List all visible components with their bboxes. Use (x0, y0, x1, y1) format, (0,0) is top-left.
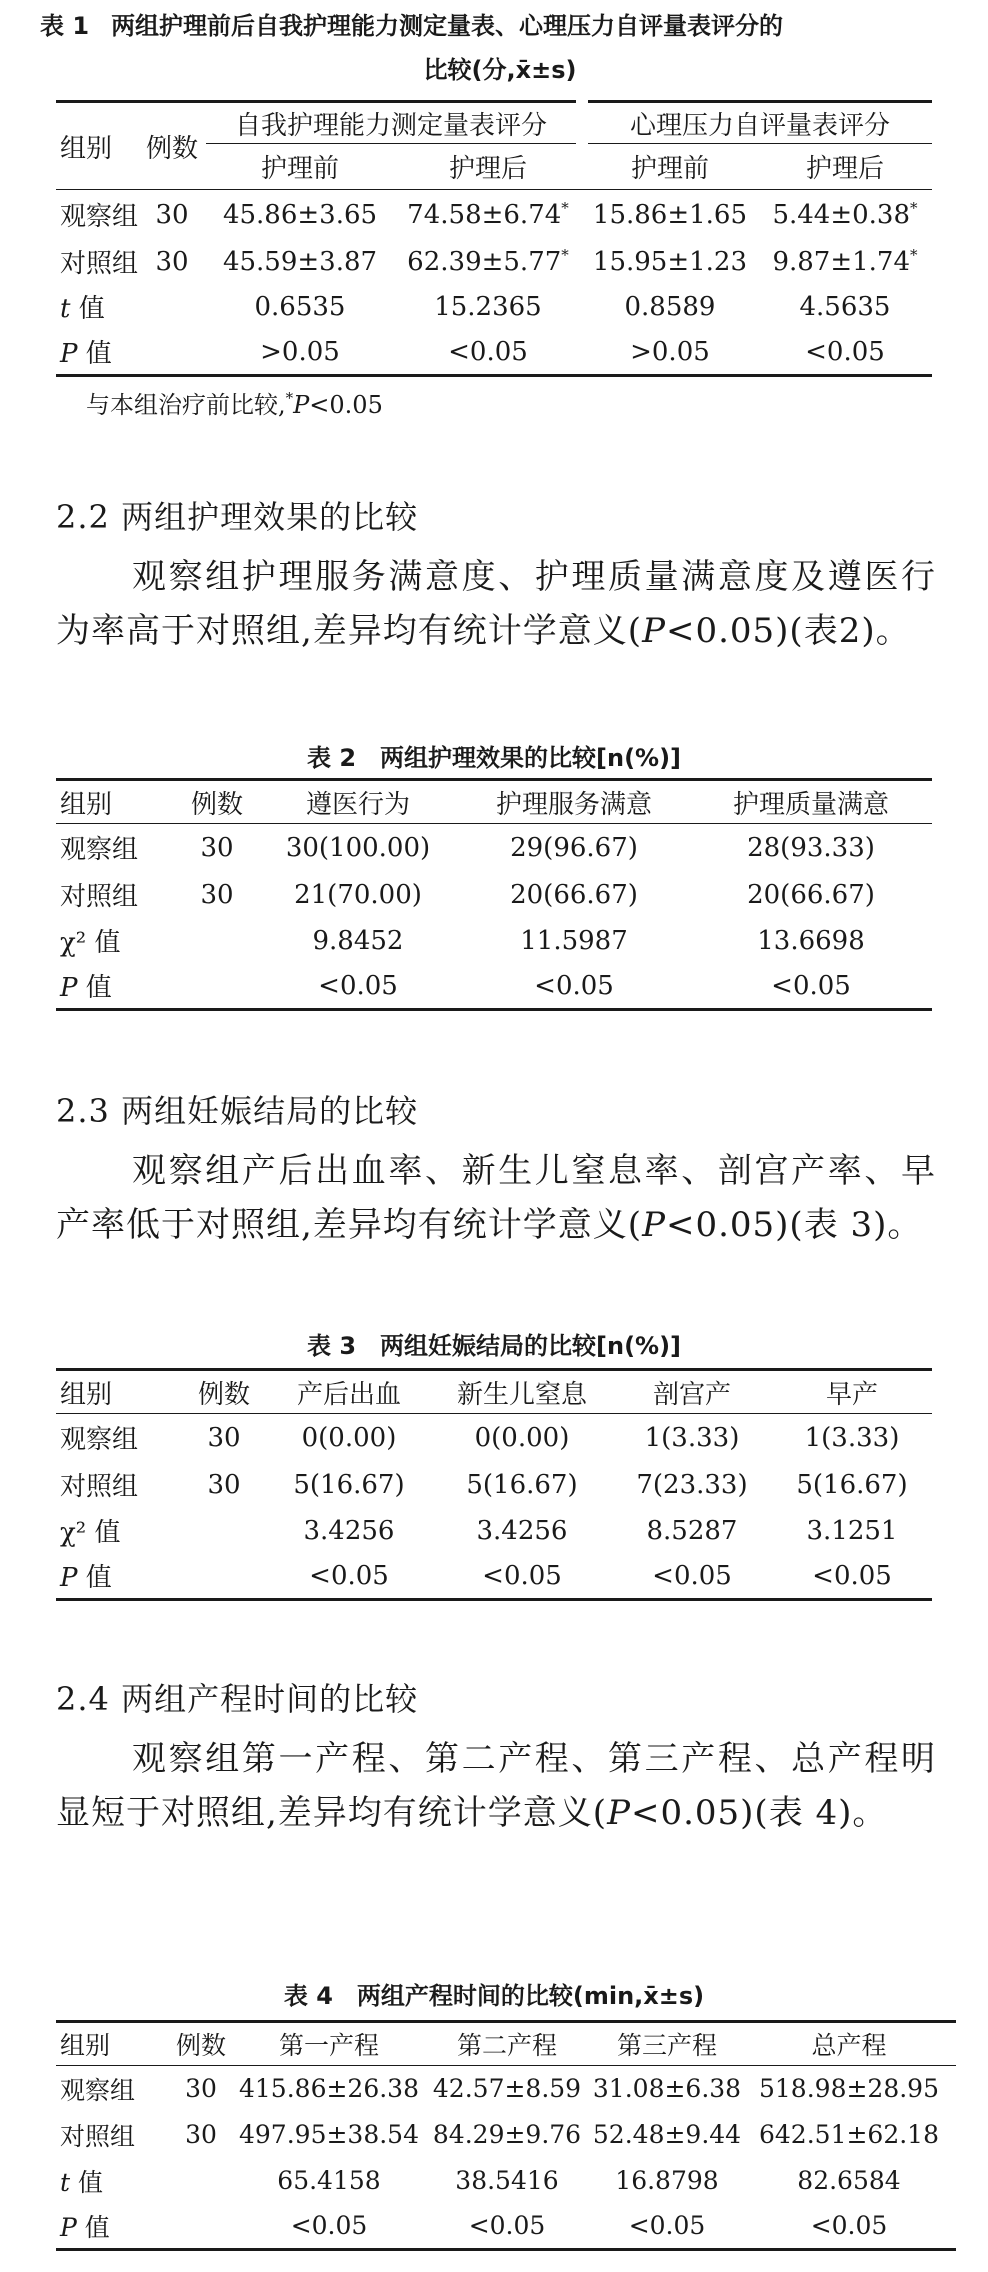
s23-para-b: <0.05)(表 3)。 (665, 1205, 923, 1245)
t4-p-label (56, 2204, 166, 2250)
t2-r1-c1: 30(100.00) (285, 832, 431, 863)
section-2-3-paragraph (56, 1144, 936, 1252)
table3-caption: 表 3 两组妊娠结局的比较[n(%)] (306, 1332, 682, 1360)
section-2-3-heading: 2.3 两组妊娠结局的比较 (56, 1092, 419, 1130)
t2-p-label (56, 964, 176, 1010)
t2-r2-group: 对照组 (60, 882, 139, 912)
s24-para-p: P (607, 1793, 631, 1833)
t4-p-c4: <0.05 (810, 2211, 888, 2241)
t1-r2-c4-star: * (910, 246, 918, 264)
t4-t-label (56, 2158, 166, 2204)
table1 (56, 100, 932, 420)
t3-p-c4: <0.05 (812, 1560, 892, 1591)
t1-r1-c3: 15.86±1.65 (592, 199, 748, 230)
t4-r1-c4: 518.98±28.95 (759, 2074, 939, 2104)
s24-para-a: 观察组第一产程、第二产程、第三产程、总产程明显短于对照组,差异均有统计学意义( (56, 1739, 936, 1833)
t2-p-c3: <0.05 (771, 970, 851, 1001)
table3 (56, 1368, 932, 1601)
t2-r1-n: 30 (200, 832, 234, 863)
t3-header-count: 例数 (197, 1379, 250, 1410)
t3-chi-c3: 8.5287 (646, 1515, 738, 1546)
t3-chi-c1: 3.4256 (303, 1515, 395, 1546)
t4-header-group: 组别 (60, 2031, 111, 2060)
table-row (56, 1414, 932, 1462)
table1-title-line1: 两组护理前后自我护理能力测定量表、心理压力自评量表评分的 (111, 12, 784, 40)
t1-header-scale2: 心理压力自评量表评分 (582, 102, 932, 144)
t4-p-sym: P (60, 2212, 77, 2242)
t2-p-sym: P (60, 973, 78, 1004)
t3-header-group: 组别 (60, 1379, 113, 1410)
t1-p-label (56, 330, 138, 376)
table-row (56, 872, 932, 918)
t1-r2-c4 (758, 240, 932, 284)
t4-p-c3: <0.05 (628, 2211, 706, 2241)
t4-r2-c4: 642.51±62.18 (759, 2120, 939, 2149)
table4 (56, 2020, 956, 2251)
t3-chi-label: χ² 值 (60, 1518, 121, 1548)
t4-t-c3: 16.8798 (615, 2166, 719, 2195)
section-2-4-paragraph (56, 1732, 936, 1840)
table-row (56, 964, 932, 1010)
t2-r2-c2: 20(66.67) (510, 879, 638, 910)
t1-r2-n: 30 (155, 246, 189, 277)
t4-header-c3: 第三产程 (616, 2031, 717, 2060)
t4-header-count: 例数 (175, 2031, 226, 2060)
t2-chi-label: χ² 值 (60, 928, 121, 958)
s22-para-p: P (642, 611, 666, 651)
t2-r1-c3: 28(93.33) (747, 832, 875, 863)
t1-note-p: P (293, 391, 310, 419)
table-row (56, 918, 932, 964)
t4-header-c1: 第一产程 (278, 2031, 379, 2060)
t3-p-label (56, 1554, 182, 1600)
t1-r1-c2-val: 74.58±6.74 (407, 200, 562, 231)
t3-p-sym: P (60, 1563, 78, 1594)
t1-r1-c2-star: * (561, 199, 569, 218)
t3-chi-c2: 3.4256 (476, 1515, 568, 1546)
t2-chi-c1: 9.8452 (312, 925, 404, 956)
t1-t-sym: t (60, 294, 71, 324)
table-row (56, 190, 932, 240)
t3-chi-c4: 3.1251 (806, 1515, 898, 1546)
t3-r2-c4: 5(16.67) (796, 1469, 908, 1500)
t3-header-c3: 剖宫产 (652, 1379, 731, 1410)
t4-r2-n: 30 (185, 2120, 217, 2149)
t2-r1-group: 观察组 (60, 835, 139, 866)
t1-r2-c2-star: * (561, 246, 569, 264)
t2-p-c2: <0.05 (534, 970, 614, 1001)
t3-r1-c2: 0(0.00) (474, 1422, 570, 1453)
table-row (56, 2204, 956, 2250)
t3-header-c4: 早产 (825, 1379, 878, 1410)
table-row (56, 1462, 932, 1508)
t3-r2-c3: 7(23.33) (636, 1469, 748, 1500)
t4-r1-c3: 31.08±6.38 (592, 2074, 742, 2104)
table2-caption: 表 2 两组护理效果的比较[n(%)] (306, 744, 682, 772)
t4-t-c4: 82.6584 (797, 2166, 901, 2195)
t1-header-before-1: 护理前 (260, 154, 339, 184)
t2-chi-c3: 13.6698 (757, 925, 865, 956)
t4-header-c2: 第二产程 (456, 2031, 557, 2060)
table-row (56, 824, 932, 872)
t2-p-c1: <0.05 (318, 970, 398, 1001)
t2-header-c2: 护理服务满意 (495, 789, 652, 820)
s22-para-a: 观察组护理服务满意度、护理质量满意度及遵医行为率高于对照组,差异均有统计学意义( (56, 557, 936, 651)
t1-header-after-2: 护理后 (805, 154, 884, 184)
t2-r2-c1: 21(70.00) (294, 879, 422, 910)
t1-t-label-text: 值 (70, 294, 105, 324)
t1-r1-c1: 45.86±3.65 (222, 199, 378, 230)
t3-header-c1: 产后出血 (296, 1379, 401, 1410)
table-row (56, 2066, 956, 2112)
t4-p-c1: <0.05 (290, 2211, 368, 2241)
t3-r2-c2: 5(16.67) (466, 1469, 578, 1500)
s22-para-b: <0.05)(表2)。 (665, 611, 911, 651)
t1-note-suffix: <0.05 (309, 391, 383, 419)
t2-r2-n: 30 (200, 879, 234, 910)
t3-p-c3: <0.05 (652, 1560, 732, 1591)
t1-header-before-2: 护理前 (630, 154, 709, 184)
t3-p-c1: <0.05 (309, 1560, 389, 1591)
table1-caption (40, 4, 960, 92)
t1-p-c3: >0.05 (630, 336, 710, 367)
table-row (56, 2158, 956, 2204)
table1-title-line2: 比较(分,x̄±s) (423, 56, 577, 84)
section-2-4-heading: 2.4 两组产程时间的比较 (56, 1680, 419, 1718)
t3-p-label-text: 值 (77, 1563, 112, 1594)
t1-r1-n: 30 (155, 199, 189, 230)
t1-note-star: * (285, 389, 294, 407)
t1-p-c2: <0.05 (448, 336, 528, 367)
table4-caption: 表 4 两组产程时间的比较(min,x̄±s) (283, 1982, 705, 2010)
t4-t-sym: t (60, 2167, 71, 2197)
table-row (56, 1554, 932, 1600)
t1-r1-group: 观察组 (60, 202, 139, 233)
table-row (56, 330, 932, 376)
t3-r1-c3: 1(3.33) (644, 1422, 740, 1453)
t2-p-label-text: 值 (77, 973, 112, 1004)
t1-r2-c3: 15.95±1.23 (592, 246, 748, 277)
s23-para-a: 观察组产后出血率、新生儿窒息率、剖宫产率、早产率低于对照组,差异均有统计学意义( (56, 1151, 936, 1245)
table-row (56, 1508, 932, 1554)
table2 (56, 778, 932, 1011)
s24-para-b: <0.05)(表 4)。 (630, 1793, 888, 1833)
t4-header-c4: 总产程 (811, 2031, 887, 2060)
t1-p-c4: <0.05 (805, 336, 885, 367)
t3-r1-group: 观察组 (60, 1425, 139, 1456)
t4-r1-c2: 42.57±8.59 (432, 2074, 582, 2104)
t1-t-c2: 15.2365 (434, 291, 542, 322)
t1-r1-c4 (758, 190, 932, 240)
t4-r2-group: 对照组 (60, 2121, 136, 2151)
t1-r2-c1: 45.59±3.87 (222, 246, 378, 277)
t4-t-label-text: 值 (70, 2167, 103, 2197)
t2-header-group: 组别 (60, 789, 113, 820)
t1-r1-c4-star: * (910, 199, 918, 218)
t3-r2-c1: 5(16.67) (293, 1469, 405, 1500)
t1-r1-c2 (394, 190, 582, 240)
t1-t-c1: 0.6535 (254, 291, 346, 322)
t1-header-count: 例数 (138, 102, 206, 190)
t1-header-after-1: 护理后 (448, 154, 527, 184)
table1-note (56, 385, 932, 420)
t1-r2-c2-val: 62.39±5.77 (407, 247, 562, 277)
t4-r1-group: 观察组 (60, 2075, 136, 2105)
t1-note-prefix: 与本组治疗前比较, (86, 391, 286, 419)
t3-r2-n: 30 (207, 1469, 241, 1500)
t3-r1-c4: 1(3.33) (804, 1422, 900, 1453)
t1-p-sym: P (60, 339, 78, 370)
t2-chi-c2: 11.5987 (520, 925, 628, 956)
section-2-2-paragraph (56, 550, 936, 658)
t4-p-c2: <0.05 (468, 2211, 546, 2241)
t2-header-c1: 遵医行为 (305, 789, 410, 820)
t1-p-c1: >0.05 (260, 336, 340, 367)
t1-t-label (56, 284, 138, 330)
t3-header-c2: 新生儿窒息 (456, 1379, 587, 1410)
section-2-2-heading: 2.2 两组护理效果的比较 (56, 498, 419, 536)
t2-r2-c3: 20(66.67) (747, 879, 875, 910)
table-row (56, 284, 932, 330)
t1-header-group: 组别 (56, 102, 138, 190)
t3-r1-n: 30 (207, 1422, 241, 1453)
table1-label: 表 1 (40, 12, 90, 40)
table-row (56, 240, 932, 284)
t2-header-count: 例数 (190, 789, 243, 820)
t1-r2-c2 (394, 240, 582, 284)
t4-r1-n: 30 (185, 2074, 217, 2104)
t3-r1-c1: 0(0.00) (301, 1422, 397, 1453)
t4-r2-c1: 497.95±38.54 (239, 2120, 419, 2149)
t1-p-label-text: 值 (77, 339, 112, 370)
t3-p-c2: <0.05 (482, 1560, 562, 1591)
t4-t-c1: 65.4158 (277, 2166, 381, 2195)
t4-r2-c2: 84.29±9.76 (432, 2120, 582, 2149)
t1-r2-c4-val: 9.87±1.74 (772, 247, 911, 277)
t2-r1-c2: 29(96.67) (510, 832, 638, 863)
s23-para-p: P (642, 1205, 666, 1245)
table-row (56, 2112, 956, 2158)
t4-r2-c3: 52.48±9.44 (592, 2120, 742, 2149)
t2-header-c3: 护理质量满意 (732, 789, 889, 820)
t1-r2-group: 对照组 (60, 249, 139, 279)
t1-t-c3: 0.8589 (624, 291, 716, 322)
t4-r1-c1: 415.86±26.38 (239, 2074, 419, 2104)
t3-r2-group: 对照组 (60, 1472, 139, 1502)
t4-t-c2: 38.5416 (455, 2166, 559, 2195)
t1-t-c4: 4.5635 (799, 291, 891, 322)
t1-r1-c4-val: 5.44±0.38 (772, 200, 911, 231)
t4-p-label-text: 值 (76, 2212, 110, 2242)
t1-header-scale1: 自我护理能力测定量表评分 (206, 102, 582, 144)
